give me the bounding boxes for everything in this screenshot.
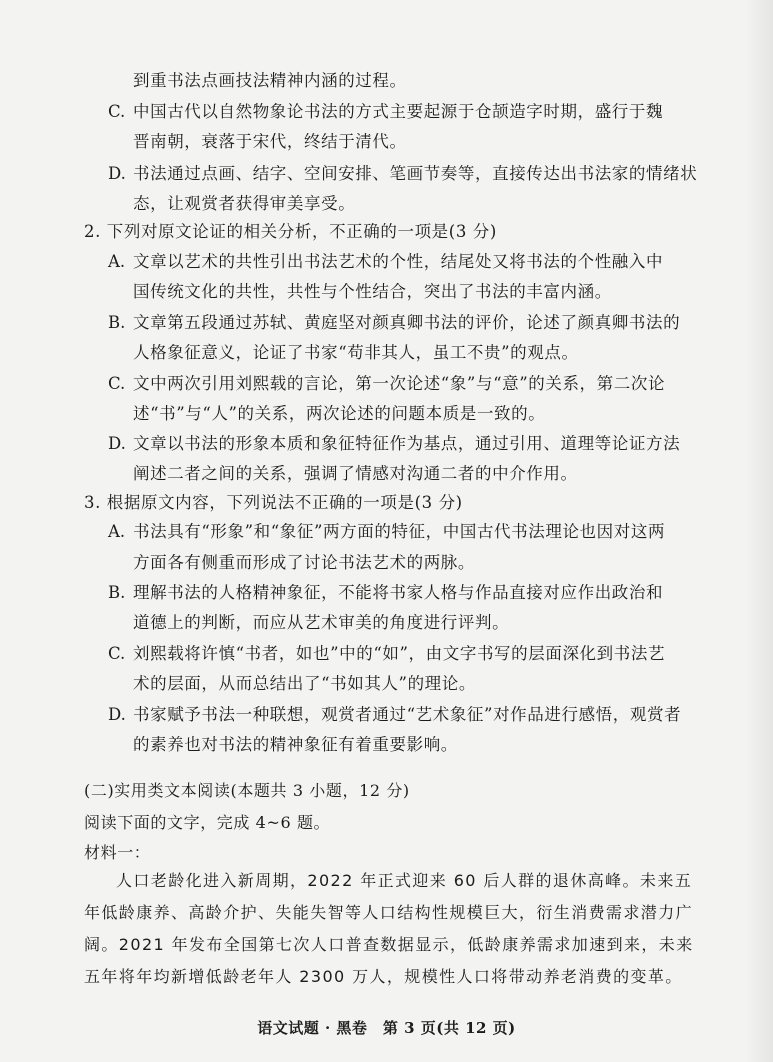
q2-option-a-line2: 国传统文化的共性，共性与个性结合，突出了书法的丰富内涵。 xyxy=(133,282,612,301)
q1-option-c-line2: 晋南朝，衰落于宋代，终结于清代。 xyxy=(133,132,407,151)
q2-option-c-line2: 述“书”与“人”的关系，两次论述的问题本质是一致的。 xyxy=(133,404,546,423)
q1-option-d-label: D. xyxy=(108,164,126,183)
q3-option-a-line2: 方面各有侧重而形成了讨论书法艺术的两脉。 xyxy=(133,553,475,572)
material-paragraph-line1: 人口老龄化进入新周期，2022 年正式迎来 60 后人群的退休高峰。未来五 xyxy=(116,871,693,890)
q2-option-b-line1: 文章第五段通过苏轼、黄庭坚对颜真卿书法的评价，论述了颜真卿书法的 xyxy=(133,313,681,332)
q3-option-d-label: D. xyxy=(108,705,126,724)
q1-option-c-label: C. xyxy=(108,102,126,121)
q2-option-d-line2: 阐述二者之间的关系，强调了情感对沟通二者的中介作用。 xyxy=(133,464,578,483)
q3-option-a-line1: 书法具有“形象”和“象征”两方面的特征，中国古代书法理论也因对这两 xyxy=(133,522,666,541)
section-heading: (二)实用类文本阅读(本题共 3 小题，12 分) xyxy=(84,781,410,800)
q2-option-d-line1: 文章以书法的形象本质和象征特征作为基点，通过引用、道理等论证方法 xyxy=(133,434,681,453)
q3-option-a-label: A. xyxy=(108,522,126,541)
section-instruction: 阅读下面的文字，完成 4~6 题。 xyxy=(84,813,331,832)
q3-stem: 3. 根据原文内容，下列说法不正确的一项是(3 分) xyxy=(84,493,463,512)
q2-option-c-label: C. xyxy=(108,374,126,393)
material-paragraph-line3: 阔。2021 年发布全国第七次人口普查数据显示，低龄康养需求加速到来，未来 xyxy=(84,935,694,954)
q2-option-b-label: B. xyxy=(108,313,126,332)
q3-option-b-label: B. xyxy=(108,583,126,602)
q1-option-d-line2: 态，让观赏者获得审美享受。 xyxy=(133,194,356,213)
page-footer: 语文试题 · 黑卷 第 3 页(共 12 页) xyxy=(257,1019,516,1037)
material-label: 材料一： xyxy=(84,843,151,862)
material-paragraph-line2: 年低龄康养、高龄介护、失能失智等人口结构性规模巨大，衍生消费需求潜力广 xyxy=(84,903,694,922)
q3-option-c-line2: 术的层面，从而总结出了“书如其人”的理论。 xyxy=(133,674,476,693)
q1-option-d-line1: 书法通过点画、结字、空间安排、笔画节奏等，直接传达出书法家的情绪状 xyxy=(133,164,698,183)
q1-option-c-line1: 中国古代以自然物象论书法的方式主要起源于仓颉造字时期，盛行于魏 xyxy=(133,102,664,121)
q1-option-b-continuation: 到重书法点画技法精神内涵的过程。 xyxy=(133,71,407,90)
q3-option-c-line1: 刘熙载将许慎“书者，如也”中的“如”，由文字书写的层面深化到书法艺 xyxy=(133,644,666,663)
q2-stem: 2. 下列对原文论证的相关分析，不正确的一项是(3 分) xyxy=(84,222,497,241)
scan-edge-shadow xyxy=(745,0,773,1062)
q3-option-c-label: C. xyxy=(108,644,126,663)
q2-option-a-line1: 文章以艺术的共性引出书法艺术的个性，结尾处又将书法的个性融入中 xyxy=(133,252,664,271)
q3-option-d-line2: 的素养也对书法的精神象征有着重要影响。 xyxy=(133,735,458,754)
material-paragraph-line4: 五年将年均新增低龄老年人 2300 万人，规模性人口将带动养老消费的变革。 xyxy=(84,967,683,986)
q2-option-c-line1: 文中两次引用刘熙载的言论，第一次论述“象”与“意”的关系，第二次论 xyxy=(133,374,666,393)
q3-option-d-line1: 书家赋予书法一种联想，观赏者通过“艺术象征”对作品进行感悟，观赏者 xyxy=(133,705,682,724)
q2-option-d-label: D. xyxy=(108,434,126,453)
q2-option-b-line2: 人格象征意义，论证了书家“苟非其人，虽工不贵”的观点。 xyxy=(133,343,579,362)
q3-option-b-line2: 道德上的判断，而应从艺术审美的角度进行评判。 xyxy=(133,613,510,632)
q2-option-a-label: A. xyxy=(108,252,126,271)
q3-option-b-line1: 理解书法的人格精神象征，不能将书家人格与作品直接对应作出政治和 xyxy=(133,583,664,602)
